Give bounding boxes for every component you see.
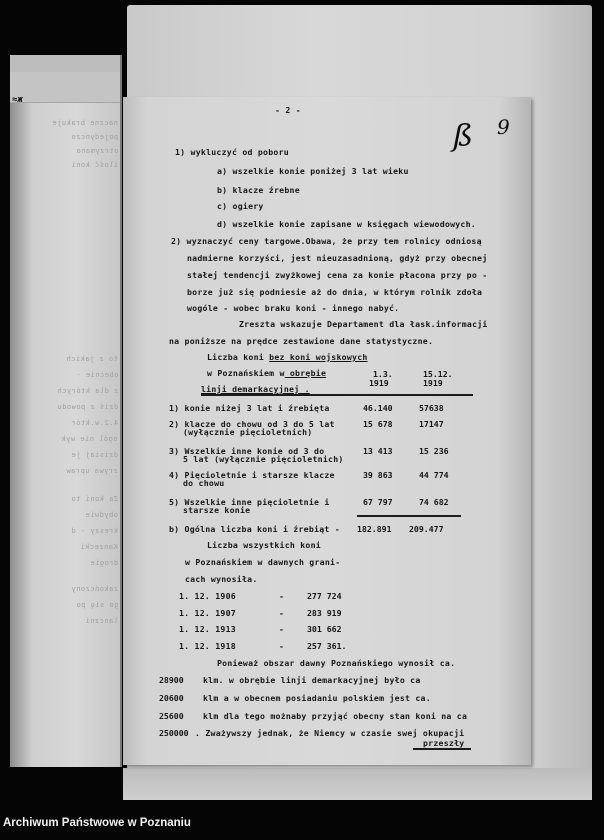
table-rule	[201, 394, 473, 396]
table2-date: 1. 12. 1907	[179, 608, 236, 618]
table-row-label: starsze konie	[183, 505, 251, 515]
column-header-year: 1919	[423, 378, 443, 388]
ghost-text: Za koni to	[70, 495, 118, 503]
catchword: przeszły	[423, 738, 465, 748]
table1-heading: linji demarkacyjnej .	[201, 384, 310, 394]
paragraph-line: . Zważywszy jednak, że Niemcy w czasie swej okupacji	[195, 728, 465, 738]
table-row-label: 2) klacze do chowu od 3 do 5 lat	[169, 419, 335, 429]
handwritten-page-number: 9	[497, 115, 510, 139]
column-header-date: 1.3.	[373, 369, 393, 379]
table2-value: 301 662	[307, 624, 342, 634]
background-sheet-bottom	[123, 768, 592, 800]
table2-heading: w Poznańskiem w dawnych grani-	[185, 557, 341, 567]
area-number: 28900	[159, 675, 184, 685]
list-item: 1) wykluczyć od poboru	[175, 147, 289, 157]
paragraph-line: klm dla tego możnaby przyjąć obecny stan koni na ca	[203, 711, 468, 721]
paragraph-line: na poniższe na prędce zestawione dane statystyczne.	[169, 336, 434, 346]
table-cell: 13 413	[363, 446, 393, 456]
list-item: a) wszelkie konie poniżej 3 lat wieku	[217, 166, 409, 176]
ghost-text: drogie	[89, 559, 118, 567]
list-item: d) wszelkie konie zapisane w księgach wiewodowych.	[217, 219, 476, 229]
ghost-text: obecnie -	[75, 371, 118, 379]
paragraph-line: borze już się podniesie aż do dnia, w którym rolnik zdoła	[187, 287, 483, 297]
table-row-label: 5 lat (wyłącznie pięcioletnich)	[183, 454, 344, 464]
paragraph-line: Zreszta wskazuje Departament dla łask.informacji	[239, 319, 488, 329]
table2-heading: Liczba wszystkich koni	[207, 540, 321, 550]
column-header-year: 1919	[369, 378, 389, 388]
left-page-handwritten-mark: ≈ж	[12, 95, 23, 105]
table1-heading-text: w Poznańskiem w	[207, 368, 285, 378]
ghost-text: dziś z powodu	[56, 403, 118, 411]
paragraph-line: wogóle - wobec braku koni - innego nabyć.	[187, 303, 400, 313]
paragraph-line: 2) wyznaczyć ceny targowe.Obawa, że przy tem rolnicy odniosą	[171, 236, 482, 246]
paragraph-line: stałej tendencji zwyżkowej cena za konie płacona przy po -	[187, 270, 488, 280]
paragraph-line: Ponieważ obszar dawny Poznańskiego wynosił ca.	[217, 658, 456, 668]
ghost-text: zakończony	[70, 585, 118, 593]
table1-heading	[207, 352, 368, 362]
area-number: 250000	[159, 728, 189, 738]
table-row-label: (wyłącznie pięcioletnich)	[183, 427, 313, 437]
table-total-cell: 209.477	[409, 524, 444, 534]
table2-value: 283 919	[307, 608, 342, 618]
paragraph-line: klm. w obrębie linji demarkacyjnej było ca	[203, 675, 421, 685]
table-cell: 46.140	[363, 403, 393, 413]
table2-date: 1. 12. 1906	[179, 591, 236, 601]
ghost-text: to z jakich	[66, 355, 118, 363]
table-row-label: do chowu	[183, 478, 225, 488]
table2-dash: -	[279, 591, 285, 601]
ghost-text: z dla których	[56, 387, 118, 395]
left-page-edge-second	[10, 72, 120, 103]
paragraph-line: nadmierne korzyści, jest nieuzasadnioną, gdyż przy obecnej	[187, 253, 488, 263]
table-cell: 74 682	[419, 497, 449, 507]
ghost-text: obydwie	[84, 511, 118, 519]
table2-heading: cach wynosiła.	[185, 574, 258, 584]
ghost-text: lanczni	[84, 617, 118, 625]
left-page-stack	[10, 55, 122, 767]
paragraph-line: klm a w obecnem posiadaniu polskiem jest ca.	[203, 693, 431, 703]
catchword-rule	[413, 748, 471, 750]
table2-date: 1. 12. 1918	[179, 641, 236, 651]
ghost-text: kreszy - d	[70, 527, 118, 535]
left-page-edge-top	[10, 55, 120, 73]
table-row-label: 5) Wszelkie inne pięcioletnie i	[169, 497, 330, 507]
table1-heading-underlined: obrębie	[284, 368, 327, 378]
ghost-text: pojedynczo	[70, 133, 118, 141]
ghost-text: dzisiaj je	[70, 451, 118, 459]
table-cell: 39 863	[363, 470, 393, 480]
table2-date: 1. 12. 1913	[179, 624, 236, 634]
table-row-label: 4) Pięcioletnie i starsze klacze	[169, 470, 335, 480]
table-total-cell: 182.891	[357, 524, 392, 534]
table-row-label: 1) konie niżej 3 lat i źrebięta	[169, 403, 330, 413]
archive-watermark: Archiwum Państwowe w Poznaniu	[3, 817, 191, 829]
table1-heading	[207, 368, 326, 378]
table2-dash: -	[279, 641, 285, 651]
ghost-text: 4.2.w.któr	[70, 419, 118, 427]
table-row-label: 3) Wszelkie inne konie od 3 do	[169, 446, 325, 456]
typed-document-page	[123, 97, 531, 765]
table-cell: 44 774	[419, 470, 449, 480]
table2-dash: -	[279, 608, 285, 618]
sum-rule	[357, 515, 461, 517]
ghost-text: otrzymano	[75, 147, 118, 155]
area-number: 20600	[159, 693, 184, 703]
table1-heading-underlined: bez koni wojskowych	[269, 352, 368, 362]
table-total-label: b) Ogólna liczba koni i źrebiąt -	[169, 524, 340, 534]
table-cell: 67 797	[363, 497, 393, 507]
handwritten-mark: ß	[453, 119, 474, 154]
table1-heading-text: Liczba koni	[207, 352, 270, 362]
table2-dash: -	[279, 624, 285, 634]
table2-value: 277 724	[307, 591, 342, 601]
ghost-text: zrywa upraw	[66, 467, 118, 475]
ghost-text: ilość koni	[70, 161, 118, 169]
ghost-text: Kanzecki	[80, 543, 118, 551]
area-number: 25600	[159, 711, 184, 721]
ghost-text: ogól nie wyk	[61, 435, 118, 443]
list-item: c) ogiery	[217, 201, 264, 211]
table-cell: 15 678	[363, 419, 393, 429]
table-cell: 17147	[419, 419, 444, 429]
table-cell: 15 236	[419, 446, 449, 456]
column-header-date: 15.12.	[423, 369, 453, 379]
page-marker: - 2 -	[275, 105, 301, 115]
table2-value: 257 361.	[307, 641, 347, 651]
ghost-text: go się po	[75, 601, 118, 609]
ghost-text: naczne brakuje	[51, 119, 118, 127]
table-cell: 57638	[419, 403, 444, 413]
list-item: b) klacze źrebne	[217, 185, 300, 195]
